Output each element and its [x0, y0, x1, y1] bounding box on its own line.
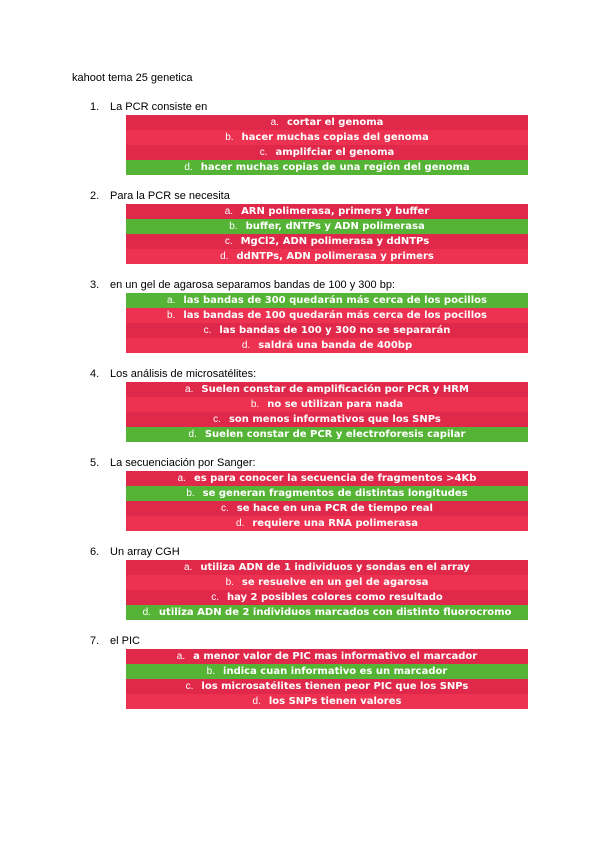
- question-label: La secuenciación por Sanger:: [110, 457, 256, 469]
- answer-option-incorrect: [126, 397, 528, 412]
- answer-text: requiere una RNA polimerasa: [252, 518, 418, 529]
- question-text: [90, 101, 207, 113]
- answer-letter: a.: [224, 206, 234, 217]
- question-number: 1.: [90, 101, 100, 113]
- answer-option-incorrect: [126, 679, 528, 694]
- answer-letter: c.: [259, 147, 268, 158]
- answer-list: [126, 471, 528, 531]
- answer-option-incorrect: [126, 234, 528, 249]
- answer-letter: d.: [220, 251, 229, 262]
- answer-letter: a.: [270, 117, 279, 128]
- answer-text: hay 2 posibles colores como resultado: [226, 592, 443, 603]
- answer-option-correct: [126, 486, 528, 501]
- answer-option-correct: [126, 293, 528, 308]
- answer-text: hacer muchas copias de una región del genoma: [200, 162, 470, 173]
- question-number: 4.: [90, 368, 100, 380]
- answer-text: son menos informativos que los SNPs: [228, 414, 441, 425]
- answer-letter: c.: [224, 236, 233, 247]
- answer-text: es para conocer la secuencia de fragmentos >4Kb: [193, 473, 477, 484]
- answer-option-incorrect: [126, 382, 528, 397]
- question-text: [90, 279, 395, 291]
- answer-letter: a.: [184, 562, 193, 573]
- answer-letter: c.: [221, 503, 229, 514]
- answer-option-incorrect: [126, 590, 528, 605]
- answer-option-incorrect: [126, 575, 528, 590]
- answer-option-correct: [126, 427, 528, 442]
- answer-letter: c.: [211, 592, 219, 603]
- question-text: [90, 546, 180, 558]
- answer-list: [126, 293, 528, 353]
- answer-text: a menor valor de PIC mas informativo el marcador: [193, 651, 478, 662]
- answer-text: las bandas de 300 quedarán más cerca de los pocillos: [183, 295, 487, 306]
- question-text: [90, 368, 256, 380]
- answer-text: los microsatélites tienen peor PIC que los SNPs: [201, 681, 469, 692]
- answer-option-incorrect: [126, 115, 528, 130]
- answer-text: cortar el genoma: [286, 117, 384, 128]
- answer-letter: a.: [176, 651, 186, 662]
- answer-letter: d.: [184, 162, 193, 173]
- answer-text: no se utilizan para nada: [267, 399, 404, 410]
- question-text: [90, 457, 256, 469]
- answer-text: se hace en una PCR de tiempo real: [236, 503, 433, 514]
- answer-text: hacer muchas copias del genoma: [241, 132, 429, 143]
- answer-letter: a.: [167, 295, 176, 306]
- answer-option-correct: [126, 664, 528, 679]
- answer-letter: a.: [185, 384, 194, 395]
- answer-text: MgCl2, ADN polimerasa y ddNTPs: [240, 236, 430, 247]
- answer-text: Suelen constar de PCR y electroforesis capilar: [204, 429, 466, 440]
- answer-option-incorrect: [126, 338, 528, 353]
- answer-text: Suelen constar de amplificación por PCR y HRM: [201, 384, 469, 395]
- answer-text: ddNTPs, ADN polimerasa y primers: [236, 251, 434, 262]
- answer-letter: b.: [250, 399, 260, 410]
- document-title: kahoot tema 25 genetica: [72, 72, 193, 84]
- answer-option-incorrect: [126, 694, 528, 709]
- answer-list: [126, 649, 528, 709]
- answer-option-incorrect: [126, 204, 528, 219]
- question-text: [90, 635, 140, 647]
- answer-letter: b.: [186, 488, 195, 499]
- answer-option-incorrect: [126, 560, 528, 575]
- answer-letter: a.: [177, 473, 186, 484]
- answer-option-correct: [126, 219, 528, 234]
- question-number: 2.: [90, 190, 100, 202]
- answer-letter: b.: [225, 577, 234, 588]
- answer-option-incorrect: [126, 412, 528, 427]
- answer-letter: b.: [206, 666, 216, 677]
- answer-letter: d.: [241, 340, 251, 351]
- answer-letter: b.: [167, 310, 176, 321]
- answer-text: saldrá una banda de 400bp: [258, 340, 413, 351]
- answer-letter: d.: [188, 429, 197, 440]
- answer-text: amplifciar el genoma: [275, 147, 395, 158]
- answer-letter: d.: [142, 607, 151, 618]
- answer-text: utiliza ADN de 2 individuos marcados con distinto fluorocromo: [158, 607, 512, 618]
- answer-option-incorrect: [126, 130, 528, 145]
- question-label: en un gel de agarosa separamos bandas de 100 y 300 bp:: [110, 279, 395, 291]
- answer-text: se resuelve en un gel de agarosa: [241, 577, 429, 588]
- answer-option-incorrect: [126, 308, 528, 323]
- answer-option-incorrect: [126, 649, 528, 664]
- question-number: 5.: [90, 457, 100, 469]
- answer-list: [126, 204, 528, 264]
- answer-option-incorrect: [126, 145, 528, 160]
- question-label: Un array CGH: [110, 546, 180, 558]
- answer-letter: c.: [213, 414, 221, 425]
- question-number: 7.: [90, 635, 100, 647]
- answer-text: se generan fragmentos de distintas longitudes: [202, 488, 468, 499]
- answer-text: las bandas de 100 quedarán más cerca de los pocillos: [183, 310, 487, 321]
- answer-text: las bandas de 100 y 300 no se separarán: [219, 325, 451, 336]
- answer-letter: c.: [203, 325, 212, 336]
- question-text: [90, 190, 230, 202]
- answer-letter: b.: [229, 221, 238, 232]
- question-label: el PIC: [110, 635, 140, 647]
- answer-list: [126, 382, 528, 442]
- answer-letter: d.: [252, 696, 261, 707]
- answer-letter: d.: [236, 518, 245, 529]
- question-number: 6.: [90, 546, 100, 558]
- question-label: Los análisis de microsatélites:: [110, 368, 257, 380]
- question-label: La PCR consiste en: [110, 101, 208, 113]
- answer-option-incorrect: [126, 323, 528, 338]
- answer-option-correct: [126, 160, 528, 175]
- answer-text: buffer, dNTPs y ADN polimerasa: [245, 221, 425, 232]
- answer-option-correct: [126, 605, 528, 620]
- answer-letter: b.: [225, 132, 234, 143]
- answer-option-incorrect: [126, 516, 528, 531]
- answer-option-incorrect: [126, 249, 528, 264]
- answer-text: indica cuan informativo es un marcador: [223, 666, 448, 677]
- answer-option-incorrect: [126, 501, 528, 516]
- question-label: Para la PCR se necesita: [110, 190, 230, 202]
- answer-text: los SNPs tienen valores: [268, 696, 402, 707]
- question-number: 3.: [90, 279, 100, 291]
- answer-letter: c.: [185, 681, 194, 692]
- answer-list: [126, 115, 528, 175]
- answer-text: utiliza ADN de 1 individuos y sondas en el array: [200, 562, 470, 573]
- answer-text: ARN polimerasa, primers y buffer: [241, 206, 430, 217]
- answer-list: [126, 560, 528, 620]
- answer-option-incorrect: [126, 471, 528, 486]
